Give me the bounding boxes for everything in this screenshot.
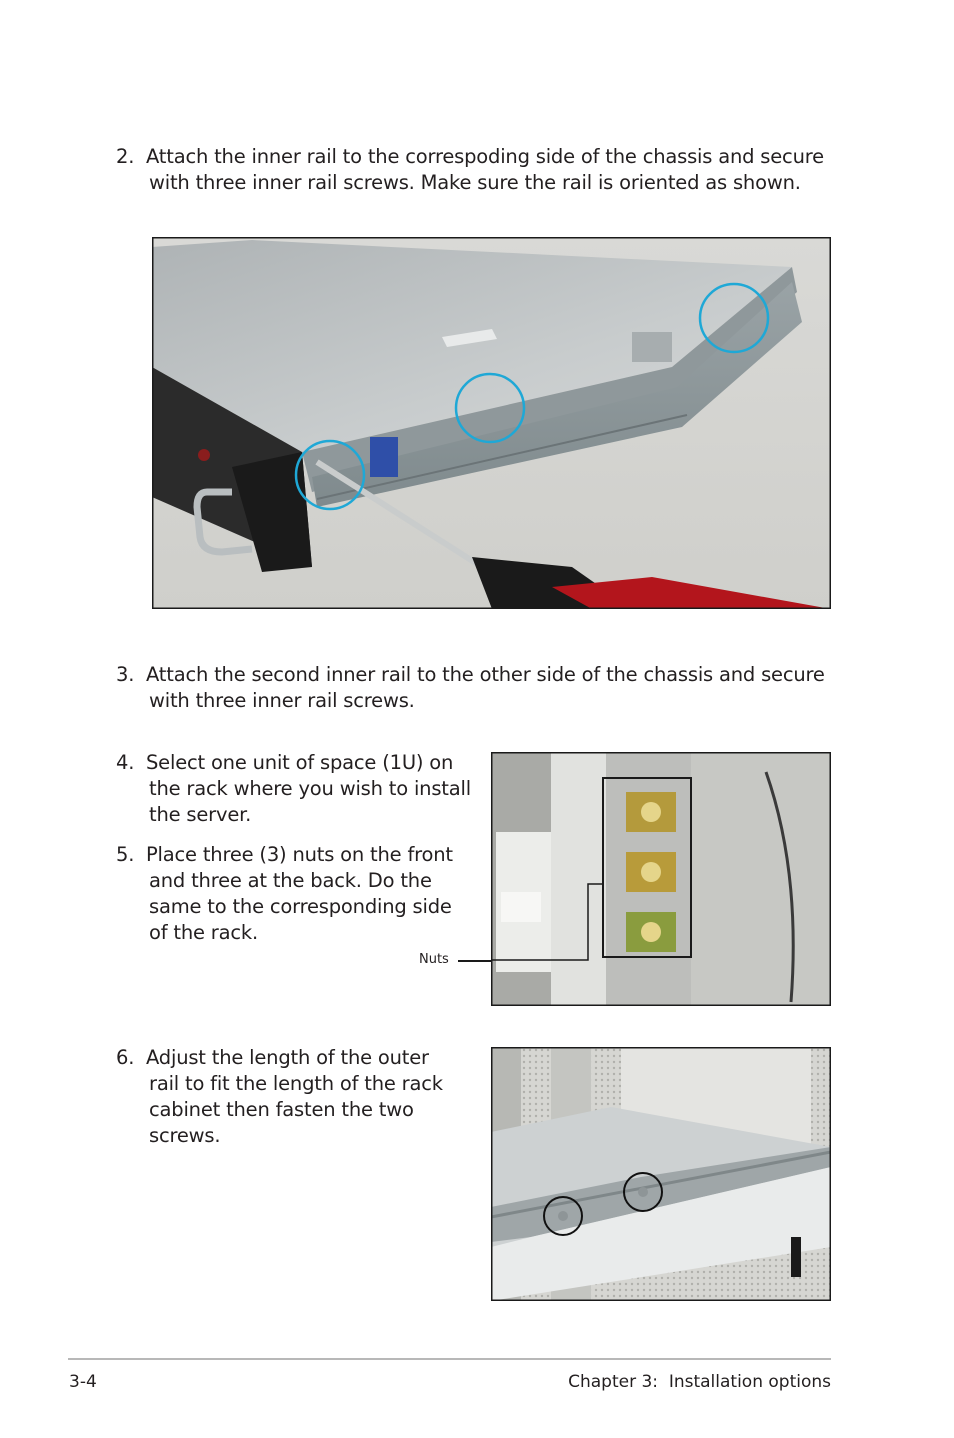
footer-divider bbox=[68, 1358, 831, 1360]
step-2 bbox=[116, 144, 824, 196]
step-text-line: with three inner rail screws. bbox=[149, 689, 415, 712]
step-number: 5. bbox=[116, 843, 135, 866]
step-number: 4. bbox=[116, 751, 135, 774]
chapter-label: Chapter 3: Installation options bbox=[568, 1372, 831, 1392]
nuts-label: Nuts bbox=[419, 952, 449, 967]
step-text-line: of the rack. bbox=[149, 921, 258, 944]
step-text-line: the rack where you wish to install bbox=[149, 777, 471, 800]
step-text-line: same to the corresponding side bbox=[149, 895, 452, 918]
step-text-line: Place three (3) nuts on the front bbox=[146, 843, 453, 866]
step-text-line: rail to fit the length of the rack bbox=[149, 1072, 443, 1095]
step-text-line: Attach the inner rail to the correspoding side of the chassis and secure bbox=[146, 145, 824, 168]
step-4 bbox=[116, 750, 471, 828]
rack-nuts-photo bbox=[491, 752, 831, 1006]
step-text-line: the server. bbox=[149, 803, 252, 826]
step-text-line: cabinet then fasten the two bbox=[149, 1098, 414, 1121]
step-text-line: Attach the second inner rail to the other side of the chassis and secure bbox=[146, 663, 825, 686]
chassis-rail-photo bbox=[152, 237, 831, 609]
step-6 bbox=[116, 1045, 443, 1149]
page-number: 3-4 bbox=[69, 1372, 97, 1392]
nuts-leader-line bbox=[458, 960, 492, 962]
outer-rail-photo bbox=[491, 1047, 831, 1301]
step-text-line: screws. bbox=[149, 1124, 221, 1147]
step-3 bbox=[116, 662, 825, 714]
step-text-line: Adjust the length of the outer bbox=[146, 1046, 429, 1069]
step-number: 2. bbox=[116, 145, 135, 168]
step-text-line: with three inner rail screws. Make sure the rail is oriented as shown. bbox=[149, 171, 801, 194]
step-number: 6. bbox=[116, 1046, 135, 1069]
step-text-line: Select one unit of space (1U) on bbox=[146, 751, 454, 774]
step-text-line: and three at the back. Do the bbox=[149, 869, 432, 892]
step-number: 3. bbox=[116, 663, 135, 686]
step-5 bbox=[116, 842, 453, 946]
